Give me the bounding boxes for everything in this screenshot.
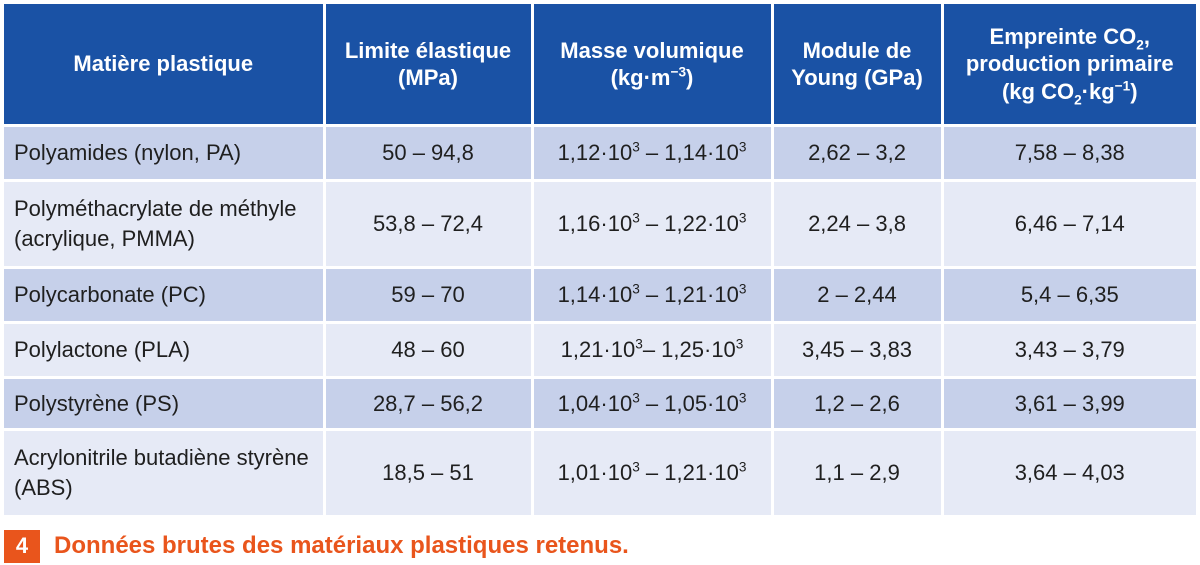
cell-co2-footprint: 3,43 – 3,79: [942, 323, 1196, 378]
cell-density: [532, 126, 772, 181]
cell-material-name: Polycarbonate (PC): [4, 268, 324, 323]
cell-density: [532, 181, 772, 268]
cell-young-modulus: 1,2 – 2,6: [772, 378, 942, 430]
table-row: [4, 181, 1196, 268]
cell-young-modulus: 1,1 – 2,9: [772, 430, 942, 516]
cell-material-name: Acrylonitrile butadiène styrène (ABS): [4, 430, 324, 516]
density-max: 1,25·10: [661, 337, 736, 363]
density-min: 1,14·10: [557, 282, 633, 308]
density-min-exp: 3: [632, 390, 640, 406]
density-separator: –: [639, 282, 665, 308]
density-max-exp: 3: [738, 281, 747, 297]
cell-young-modulus: 2 – 2,44: [772, 268, 942, 323]
table-row: [4, 268, 1196, 323]
density-min: 1,01·10: [557, 460, 633, 486]
header-co2-line3-sub: 2: [1074, 92, 1082, 108]
header-co2-line3-exp: −1: [1114, 78, 1131, 94]
density-max: 1,21·10: [664, 460, 739, 486]
density-max-exp: 3: [738, 139, 747, 155]
header-co2-footprint: [942, 4, 1196, 126]
cell-density: [532, 323, 772, 378]
density-separator: –: [639, 390, 665, 416]
header-density-label: Masse volumique: [560, 37, 744, 63]
density-min-exp: 3: [632, 210, 640, 226]
plastics-data-table: [4, 4, 1196, 515]
density-min-exp: 3: [632, 139, 640, 155]
density-max: 1,05·10: [664, 390, 739, 416]
caption-number-badge: 4: [4, 530, 40, 563]
header-yield-strength: [324, 4, 532, 126]
density-min-exp: 3: [635, 336, 643, 352]
cell-yield-strength: 18,5 – 51: [324, 430, 532, 516]
header-co2-line1-sub: 2: [1136, 37, 1144, 53]
density-separator: –: [639, 140, 665, 166]
header-density-unit-close: ): [686, 65, 694, 90]
cell-yield-strength: 48 – 60: [324, 323, 532, 378]
table-row: [4, 430, 1196, 516]
header-yield-label: Limite élastique: [344, 37, 512, 63]
density-min: 1,16·10: [557, 211, 633, 237]
header-material-label: Matière plastique: [73, 51, 254, 77]
density-separator: –: [639, 211, 665, 237]
density-max-exp: 3: [738, 459, 747, 475]
header-young-line2: Young (GPa): [791, 65, 923, 90]
cell-co2-footprint: 5,4 – 6,35: [942, 268, 1196, 323]
density-min: 1,04·10: [557, 390, 633, 416]
cell-density: [532, 378, 772, 430]
header-co2-line2: production primaire: [965, 51, 1174, 77]
density-separator: –: [639, 460, 665, 486]
density-max: 1,14·10: [664, 140, 739, 166]
cell-density: [532, 430, 772, 516]
cell-material-name: Polystyrène (PS): [4, 378, 324, 430]
cell-young-modulus: 3,45 – 3,83: [772, 323, 942, 378]
density-min: 1,21·10: [560, 337, 636, 363]
cell-co2-footprint: 6,46 – 7,14: [942, 181, 1196, 268]
cell-young-modulus: 2,62 – 3,2: [772, 126, 942, 181]
data-table-container: [4, 4, 1196, 515]
density-separator: –: [642, 337, 662, 363]
caption-text: Données brutes des matériaux plastiques retenus.: [54, 532, 629, 559]
density-max-exp: 3: [738, 390, 747, 406]
cell-yield-strength: 59 – 70: [324, 268, 532, 323]
header-young-modulus: [772, 4, 942, 126]
header-co2-line3: (kg CO: [1001, 78, 1075, 104]
header-yield-unit: (MPa): [398, 65, 458, 90]
header-co2-line1: Empreinte CO: [989, 23, 1137, 49]
header-density-unit-open: (kg·m: [610, 65, 671, 90]
cell-co2-footprint: 3,61 – 3,99: [942, 378, 1196, 430]
header-co2-line3-mid: ·kg: [1081, 78, 1115, 104]
density-min-exp: 3: [632, 459, 640, 475]
density-min-exp: 3: [632, 281, 640, 297]
header-density: [532, 4, 772, 126]
table-row: [4, 126, 1196, 181]
cell-yield-strength: 50 – 94,8: [324, 126, 532, 181]
cell-yield-strength: 28,7 – 56,2: [324, 378, 532, 430]
cell-material-name: Polylactone (PLA): [4, 323, 324, 378]
density-min: 1,12·10: [557, 140, 633, 166]
header-material: [4, 4, 324, 126]
figure-caption: [4, 528, 629, 564]
header-co2-line3-post: ): [1130, 78, 1138, 104]
cell-young-modulus: 2,24 – 3,8: [772, 181, 942, 268]
header-density-unit-exp: −3: [670, 64, 687, 80]
cell-co2-footprint: 7,58 – 8,38: [942, 126, 1196, 181]
density-max-exp: 3: [735, 336, 744, 352]
table-header-row: [4, 4, 1196, 126]
density-max: 1,22·10: [664, 211, 739, 237]
density-max: 1,21·10: [664, 282, 739, 308]
cell-density: [532, 268, 772, 323]
table-row: [4, 378, 1196, 430]
cell-yield-strength: 53,8 – 72,4: [324, 181, 532, 268]
header-young-line1: Module de: [802, 37, 912, 63]
density-max-exp: 3: [738, 210, 747, 226]
cell-material-name: Polyamides (nylon, PA): [4, 126, 324, 181]
cell-material-name: Polyméthacrylate de méthyle (acrylique, PMMA): [4, 181, 324, 268]
cell-co2-footprint: 3,64 – 4,03: [942, 430, 1196, 516]
header-co2-line1-post: ,: [1143, 23, 1150, 49]
table-row: [4, 323, 1196, 378]
